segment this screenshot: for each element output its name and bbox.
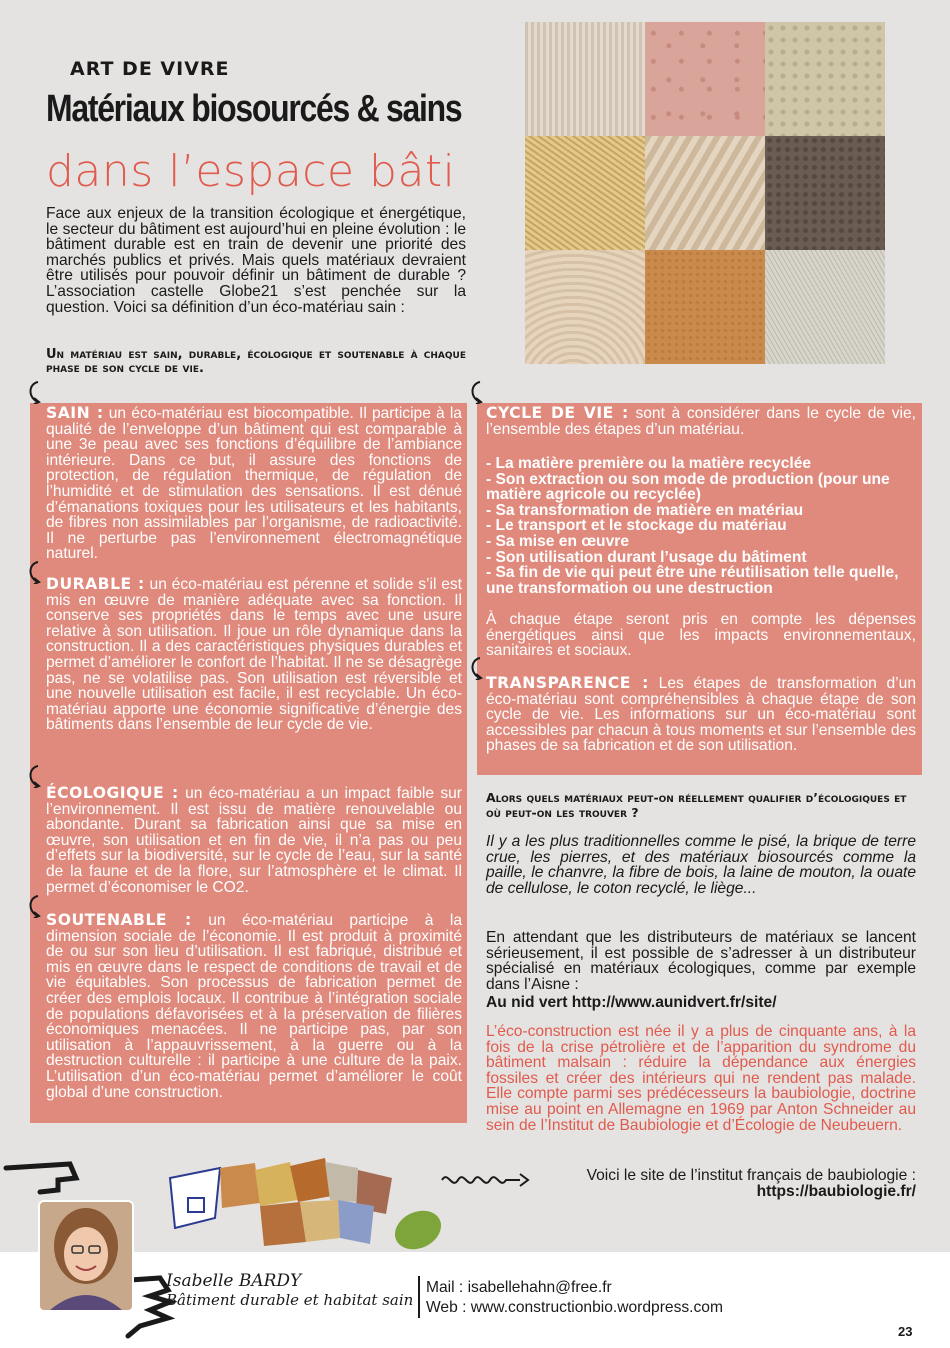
list-item: - Sa mise en œuvre <box>486 532 629 550</box>
definition-key: CYCLE DE VIE : <box>486 404 629 422</box>
title-line-2: dans l’espace bâti <box>46 146 456 197</box>
institut-text: Voici le site de l’institut français de baubiologie : <box>586 1167 916 1184</box>
lead-statement: Un matériau est sain, durable, écologique et soutenable à chaque phase de son cycle de vie. <box>46 347 466 376</box>
materials-mosaic <box>525 22 885 364</box>
contact-mail[interactable]: Mail : isabellehahn@free.fr <box>426 1279 612 1296</box>
definition-key: SOUTENABLE : <box>46 911 192 929</box>
definition-key: TRANSPARENCE : <box>486 674 649 692</box>
material-tile <box>525 22 645 136</box>
materials-house-illustration <box>160 1158 450 1258</box>
curved-arrow-icon <box>466 380 490 404</box>
author-role: Bâtiment durable et habitat sain <box>166 1291 414 1309</box>
list-item: - Sa fin de vie qui peut être une réutilisation telle quelle, une transformation ou une destruction <box>486 564 899 597</box>
contact-web[interactable]: Web : www.constructionbio.wordpress.com <box>426 1299 723 1316</box>
list-item: - Son utilisation durant l’usage du bâtiment <box>486 548 807 566</box>
definition-ecologique <box>46 786 462 895</box>
rubric: ART DE VIVRE <box>70 58 230 80</box>
baubiologie-link[interactable]: https://baubiologie.fr/ <box>756 1183 916 1200</box>
author-block <box>166 1272 413 1310</box>
institut-block <box>536 1168 916 1200</box>
definition-text: un éco-matériau est pérenne et solide s’il est mis en œuvre de manière adéquate avec sa fonction. Il conserve ses propriétés dans le temps avec une usure relative à son utilisation. Il joue un rôle dynamique dans la construction. Il a des caractéristiques physiques durables et permet d’améliorer le confort de l’habitat. Il ne se désagrège pas, ne se volatilise pas. Son utilisation est réversible et une nouvelle utilisation est facile, il est recyclable. Un éco-matériau apporte une économie significative d’énergie des bâtiments dans l’ensemble de leur cycle de vie. <box>46 576 463 734</box>
page-number: 23 <box>898 1324 913 1339</box>
curved-arrow-icon <box>24 380 48 404</box>
etape-paragraph: À chaque étape seront pris en compte les dépenses énergétiques ainsi que les impacts environnementaux, sanitaires et sociaux. <box>486 611 916 660</box>
definition-text: un éco-matériau a un impact faible sur l’environnement. Il est issu de matière renouvelable ou abondante. Durant sa fabrication ainsi que sa mise en œuvre, son utilisation et en fin de vie, il n’a pas ou peu d’effets sur la biodiversité, sur le cycle de l’eau, sur la santé de la faune et de la flore, sur l’atmosphère et le climat. Il permet d’économiser le CO2. <box>46 785 462 896</box>
definition-key: ÉCOLOGIQUE : <box>46 784 179 802</box>
definition-sain <box>46 406 462 562</box>
list-item: - Sa transformation de matière en matériau <box>486 501 804 519</box>
definition-key: DURABLE : <box>46 575 145 593</box>
footer-divider <box>418 1276 420 1318</box>
material-tile <box>765 136 885 250</box>
title-line-1: Matériaux biosourcés & sains <box>46 88 462 130</box>
material-tile <box>525 250 645 364</box>
definition-text: un éco-matériau est biocompatible. Il participe à la qualité de l’enveloppe d’un bâtiment qui est comparable à une 3e peau avec ses fonctions d’équilibre de l’ambiance intérieure. Dans ce but, il assure des fonctions de protection, de régulation thermique, de régulation de l’humidité et de stimulation des sensations. Il est dénué d’émanations toxiques pour les utilisateurs et les habitants, de fibres non assimilables par l’organisme, de radioactivité. Il ne perturbe pas l’environnement électromagnétique naturel. <box>46 405 462 563</box>
definition-text: un éco-matériau participe à la dimension sociale de l’économie. Il est produit à proximité de ou sur son lieu d’utilisation. Il est fabriqué, distribué et mis en œuvre dans le respect de conditions de travail et de vie équitables. Son processus de fabrication permet de créer des emplois locaux. Il contribue à l’intégration sociale de populations défavorisées et à la préservation de filières économiques menacées. Il ne participe pas, par son utilisation à l’appauvrissement, à la guerre ou à la destruction culturelle : il participe à une culture de la paix. L’utilisation d’un éco-matériau permet d’améliorer le coût global d’une construction. <box>46 912 463 1101</box>
curved-arrow-icon <box>24 894 48 918</box>
squiggle-arrow-icon <box>440 1168 532 1190</box>
question-heading: Alors quels matériaux peut-on réellement qualifier d’écologiques et où peut-on les trouver ? <box>486 790 907 820</box>
list-item: - La matière première ou la matière recyclée <box>486 455 812 472</box>
intro-paragraph: Face aux enjeux de la transition écologique et énergétique, le secteur du bâtiment est aujourd’hui en pleine évolution : le bâtiment durable est en train de devenir une priorité des marchés publics et privés. Mais quels matériaux devraient être utilisés pour pouvoir définir un bâtiment de durable ? L’association castelle Globe21 s’est penchée sur la question. Voici sa définition d’un éco-matériau sain : <box>46 205 466 316</box>
list-item: - Le transport et le stockage du matériau <box>486 517 787 535</box>
definition-key: SAIN : <box>46 404 104 422</box>
definition-cycle-de-vie <box>486 406 916 437</box>
definition-transparence <box>486 676 916 754</box>
contact-block <box>426 1278 723 1318</box>
definition-text: Les étapes de transformation d’un éco-matériau sont compréhensibles à chaque étape de son cycle de vie. Les informations sur un éco-matériau sont accessibles par chacun à tous moments et sur l’ensemble des phases de sa fabrication et de son utilisation. <box>486 675 916 755</box>
distributors-paragraph: En attendant que les distributeurs de matériaux se lancent sérieusement, il est possible de s’adresser à un distributeur spécialisé en matériaux écologiques, comme par exemple dans l’Aisne : <box>486 929 916 993</box>
curved-arrow-icon <box>24 560 48 584</box>
material-tile <box>765 22 885 136</box>
avatar <box>40 1202 132 1310</box>
curved-arrow-icon <box>24 764 48 788</box>
author-photo <box>38 1200 134 1312</box>
eco-construction-paragraph: L’éco-construction est née il y a plus de cinquante ans, à la fois de la crise pétrolière et de l’apparition du syndrome du bâtiment malsain : réduire la dépendance aux énergies fossiles et créer des intérieurs qui ne rendent pas malade. Elle compte parmi ses prédécesseurs la baubiologie, doctrine mise au point en Allemagne en 1969 par Anton Schneider au sein de l’Institut de Baubiologie et d’Écologie de Neubeuern. <box>486 1023 916 1134</box>
author-name: Isabelle BARDY <box>166 1271 302 1291</box>
cycle-steps-list <box>486 456 916 596</box>
material-tile <box>525 136 645 250</box>
material-tile <box>765 250 885 364</box>
definition-durable <box>46 577 462 733</box>
definition-text: sont à considérer dans le cycle de vie, l’ensemble des étapes d’un matériau. <box>486 405 916 438</box>
aunidvert-link[interactable]: Au nid vert http://www.aunidvert.fr/site/ <box>486 994 777 1011</box>
list-item: - Son extraction ou son mode de production (pour une matière agricole ou recyclée) <box>486 470 890 504</box>
material-tile <box>645 250 765 364</box>
definition-soutenable <box>46 913 462 1100</box>
material-tile <box>645 136 765 250</box>
material-tile <box>645 22 765 136</box>
traditional-materials-paragraph: Il y a les plus traditionnelles comme le pisé, la brique de terre crue, les pierres, et des matériaux biosourcés comme la paille, le chanvre, la fibre de bois, la laine de mouton, la ouate de cellulose, le coton recyclé, le liège... <box>486 833 916 897</box>
